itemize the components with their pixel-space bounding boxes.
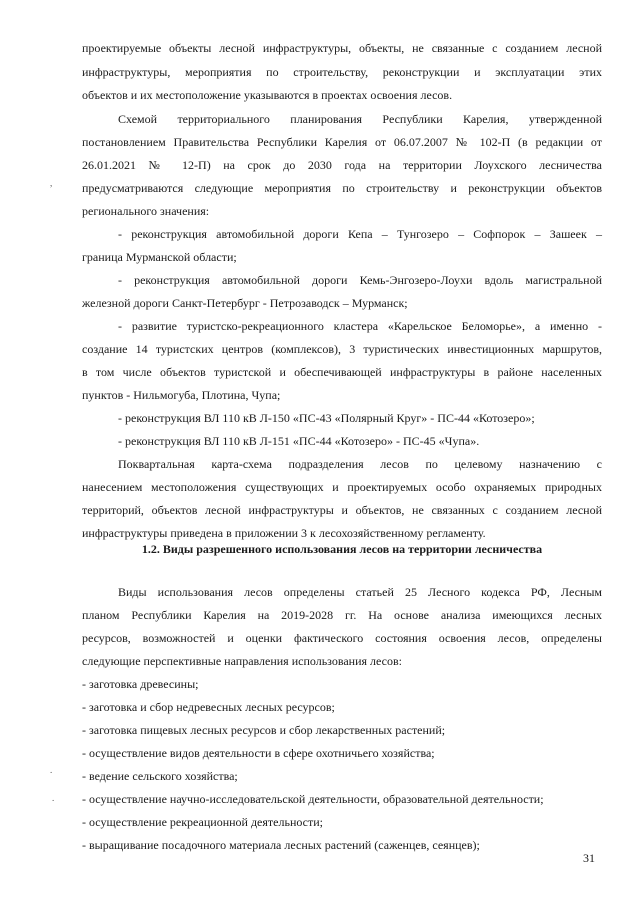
list-item: - реконструкция автомобильной дороги Кемь-Энгозеро-Лоухи вдоль магистральной (118, 273, 602, 287)
paragraph-line: ресурсов, возможностей и оценки фактического состояния освоения лесов, определены (82, 631, 602, 645)
list-item: - осуществление рекреационной деятельности; (82, 815, 323, 829)
paragraph-line: Поквартальная карта-схема подразделения лесов по целевому назначению с (118, 457, 602, 471)
paragraph-line: территорий, объектов лесной инфраструктуры и объектов, не связанных с созданием лесной (82, 503, 602, 517)
paragraph-line: проектируемые объекты лесной инфраструктуры, объекты, не связанные с созданием лесной (82, 41, 602, 55)
list-item: - осуществление научно-исследовательской деятельности, образовательной деятельности; (82, 792, 544, 806)
paragraph-line: 26.01.2021 № 12-П) на срок до 2030 года на территории Лоухского лесничества (82, 158, 602, 172)
paragraph-line: постановлением Правительства Республики Карелия от 06.07.2007 № 102-П (в редакции от (82, 135, 602, 149)
paragraph-line: регионального значения: (82, 204, 210, 218)
paragraph-line: объектов и их местоположение указываются в проектах освоения лесов. (82, 88, 453, 102)
paragraph-line: инфраструктуры приведена в приложении 3 к лесохозяйственному регламенту. (82, 526, 486, 540)
list-item: - заготовка пищевых лесных ресурсов и сбор лекарственных растений; (82, 723, 446, 737)
margin-mark: , (50, 178, 53, 188)
paragraph-line: инфраструктуры, мероприятия по строительству, реконструкции и эксплуатации этих (82, 65, 602, 79)
list-item-continuation: граница Мурманской области; (82, 250, 237, 264)
paragraph-line: предусматриваются следующие мероприятия по строительству и реконструкции объектов (82, 181, 602, 195)
list-item-continuation: создание 14 туристских центров (комплексов), 3 туристических инвестиционных маршрутов, (82, 342, 602, 356)
paragraph-line: нанесением местоположения существующих и проектируемых особо охраняемых природных (82, 480, 602, 494)
list-item: - реконструкция ВЛ 110 кВ Л-151 «ПС-44 «Котозеро» - ПС-45 «Чупа». (118, 434, 480, 448)
list-item: - ведение сельского хозяйства; (82, 769, 238, 783)
list-item: - заготовка древесины; (82, 677, 199, 691)
section-heading: 1.2. Виды разрешенного использования лесов на территории лесничества (141, 542, 543, 556)
list-item: - развитие туристско-рекреационного кластера «Карельское Беломорье», а именно - (118, 319, 602, 333)
paragraph-line: Схемой территориального планирования Республики Карелия, утвержденной (118, 112, 602, 126)
list-item-continuation: в том числе объектов туристской и обеспечивающей инфраструктуры в районе населенных (82, 365, 602, 379)
margin-mark: . (50, 765, 53, 775)
list-item: - осуществление видов деятельности в сфере охотничьего хозяйства; (82, 746, 435, 760)
list-item: - реконструкция автомобильной дороги Кепа – Тунгозеро – Софпорок – Зашеек – (118, 227, 602, 241)
paragraph-line: планом Республики Карелия на 2019-2028 гг. На основе анализа имеющихся лесных (82, 608, 602, 622)
list-item-continuation: пунктов - Нильмогуба, Плотина, Чупа; (82, 388, 281, 402)
list-item: - выращивание посадочного материала лесных растений (саженцев, сеянцев); (82, 838, 480, 852)
page-number: 31 (583, 851, 595, 865)
list-item: - заготовка и сбор недревесных лесных ресурсов; (82, 700, 335, 714)
list-item: - реконструкция ВЛ 110 кВ Л-150 «ПС-43 «Полярный Круг» - ПС-44 «Котозеро»; (118, 411, 535, 425)
paragraph-line: следующие перспективные направления использования лесов: (82, 654, 402, 668)
paragraph-line: Виды использования лесов определены статьей 25 Лесного кодекса РФ, Лесным (118, 585, 602, 599)
list-item-continuation: железной дороги Санкт-Петербург - Петрозаводск – Мурманск; (82, 296, 408, 310)
margin-mark: . (52, 793, 55, 803)
